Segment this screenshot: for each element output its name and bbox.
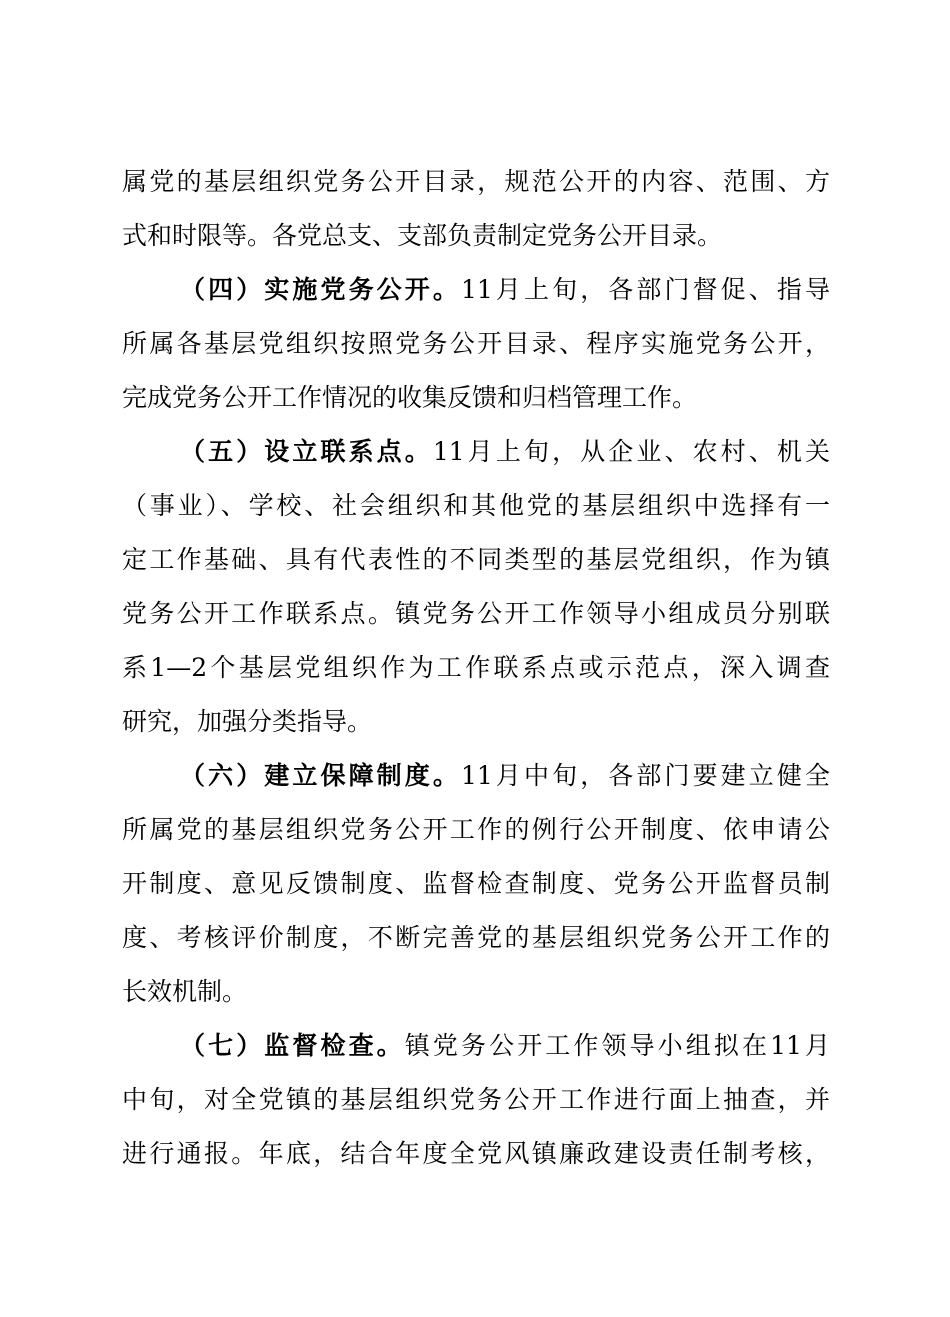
section-7-heading: （七）监督检查。 <box>180 1031 405 1060</box>
body-text-line <box>122 324 830 364</box>
line-text: 长效机制。 <box>122 977 248 1006</box>
body-text-line <box>122 594 830 634</box>
line-text: （事业）、学校、社会组织和其他党的基层组织中选择有一 <box>122 491 830 520</box>
line-text: 完成党务公开工作情况的收集反馈和归档管理工作。 <box>122 383 698 412</box>
line-text: 进行通报。年底，结合年度全党风镇廉政建设责任制考核， <box>122 1139 830 1168</box>
body-text-line <box>122 216 830 256</box>
body-text-line <box>122 1134 830 1174</box>
line-text: 11月上旬，各部门督促、指导 <box>460 275 830 304</box>
section-4-heading-line <box>180 270 830 310</box>
body-text-line <box>122 810 830 850</box>
body-text-line <box>122 486 830 526</box>
line-text: 属党的基层组织党务公开目录，规范公开的内容、范围、方 <box>122 167 830 196</box>
line-text: 度、考核评价制度，不断完善党的基层组织党务公开工作的 <box>122 923 830 952</box>
line-text: 中旬，对全党镇的基层组织党务公开工作进行面上抽查，并 <box>122 1085 830 1114</box>
line-text: 党务公开工作联系点。镇党务公开工作领导小组成员分别联 <box>122 599 830 628</box>
section-5-heading: （五）设立联系点。 <box>180 437 433 466</box>
body-text-line <box>122 972 830 1012</box>
body-text-line <box>122 1080 830 1120</box>
line-text: 所属各基层党组织按照党务公开目录、程序实施党务公开， <box>122 329 830 358</box>
section-6-heading: （六）建立保障制度。 <box>180 761 461 790</box>
line-text: 研究，加强分类指导。 <box>122 707 373 736</box>
section-6-heading-line <box>180 756 830 796</box>
line-text: 所属党的基层组织党务公开工作的例行公开制度、依申请公 <box>122 815 830 844</box>
body-text-line <box>122 648 830 688</box>
line-text: 式和时限等。各党总支、支部负责制定党务公开目录。 <box>122 221 723 250</box>
body-text-line <box>122 378 830 418</box>
body-text-line <box>122 540 830 580</box>
line-text: 11月上旬，从企业、农村、机关 <box>432 437 830 466</box>
body-text-line <box>122 162 830 202</box>
line-text: 11月中旬，各部门要建立健全 <box>460 761 830 790</box>
body-text-line <box>122 918 830 958</box>
line-text: 系1—2个基层党组织作为工作联系点或示范点，深入调查 <box>122 653 830 682</box>
line-text: 镇党务公开工作领导小组拟在11月 <box>404 1031 830 1060</box>
line-text: 开制度、意见反馈制度、监督检查制度、党务公开监督员制 <box>122 869 830 898</box>
section-5-heading-line <box>180 432 830 472</box>
body-text-line <box>122 864 830 904</box>
body-text-line <box>122 702 830 742</box>
section-7-heading-line <box>180 1026 830 1066</box>
line-text: 定工作基础、具有代表性的不同类型的基层党组织，作为镇 <box>122 545 830 574</box>
section-4-heading: （四）实施党务公开。 <box>180 275 461 304</box>
